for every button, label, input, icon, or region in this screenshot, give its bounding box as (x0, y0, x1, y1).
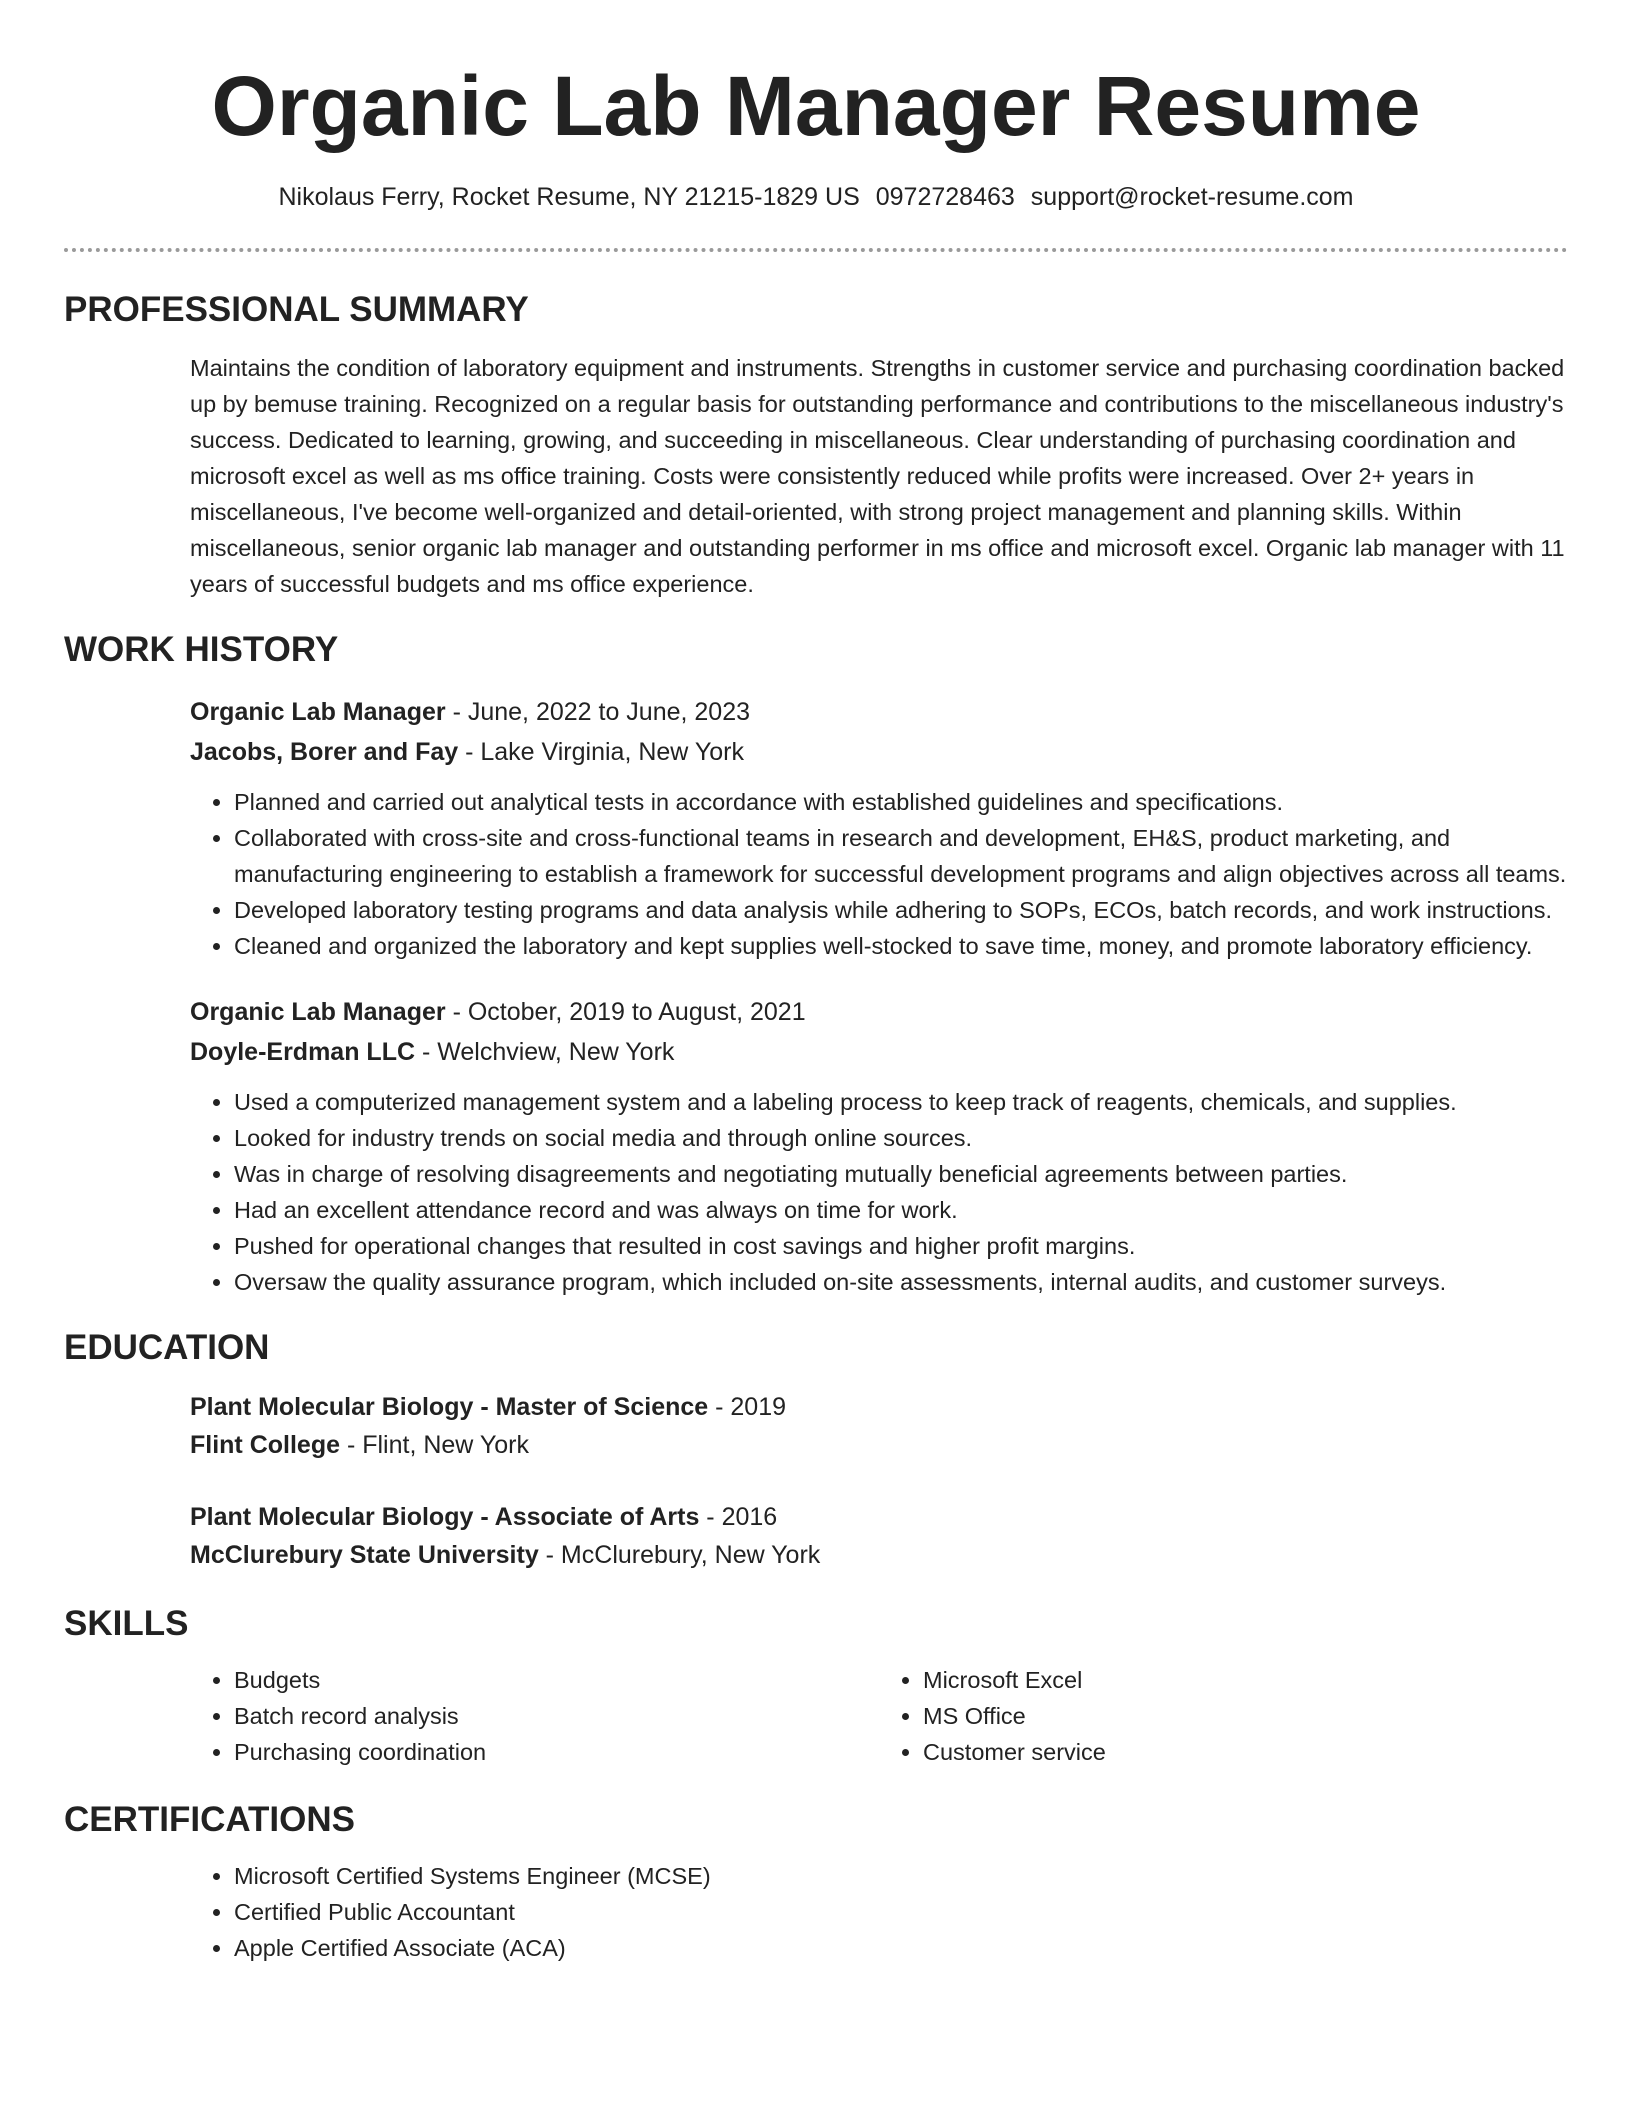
skill-item: • Customer service (923, 1734, 1568, 1770)
resume-page (64, 0, 1568, 1966)
resume-title: Organic Lab Manager Resume (211, 59, 1421, 153)
list-item: • Planned and carried out analytical tests in accordance with established guidelines and specifications. (234, 784, 1568, 820)
skill-item: • Microsoft Excel (923, 1662, 1568, 1698)
job-company: Jacobs, Borer and Fay (190, 738, 459, 766)
summary-text: Maintains the condition of laboratory equipment and instruments. Strengths in customer service and purchasing coordination backed up by bemuse training. Recognized on a regular basis for outstanding performance and contributions to the miscellaneous industry's success. Dedicated to learning, growing, and succeeding in miscellaneous. Clear understanding of purchasing coordination and microsoft excel as well as ms office training. Costs were consistently reduced while profits were increased. Over 2+ years in miscellaneous, I've become well-organized and detail-oriented, with strong project management and planning skills. Within miscellaneous, senior organic lab manager and outstanding performer in ms office and microsoft excel. Organic lab manager with 11 years of successful budgets and ms office experience. (190, 355, 1565, 597)
certification-item: • Microsoft Certified Systems Engineer (MCSE) (234, 1858, 1568, 1894)
degree-year: - 2019 (708, 1393, 787, 1421)
certification-item: • Apple Certified Associate (ACA) (234, 1930, 1568, 1966)
school-location: - Flint, New York (340, 1431, 529, 1459)
degree-name: Plant Molecular Biology - Associate of Arts (190, 1503, 700, 1531)
education-entry (190, 1498, 1568, 1574)
degree-line (190, 1388, 1568, 1426)
skills-list-left (190, 1662, 879, 1770)
job-title: Organic Lab Manager (190, 998, 446, 1026)
work-section (64, 628, 1568, 1300)
list-item: • Developed laboratory testing programs and data analysis while adhering to SOPs, ECOs, batch records, and work instructions. (234, 892, 1568, 928)
skills-section (64, 1602, 1568, 1770)
job-dates: - June, 2022 to June, 2023 (445, 698, 751, 726)
skills-heading: SKILLS (64, 1604, 189, 1643)
degree-name: Plant Molecular Biology - Master of Science (190, 1393, 709, 1421)
list-item: • Oversaw the quality assurance program, which included on-site assessments, internal audits, and customer surveys. (234, 1264, 1568, 1300)
job-company: Doyle-Erdman LLC (190, 1038, 416, 1066)
job-entry (190, 992, 1568, 1300)
job-dates: - October, 2019 to August, 2021 (445, 998, 806, 1026)
job-title-line (190, 992, 1568, 1032)
list-item: • Looked for industry trends on social media and through online sources. (234, 1120, 1568, 1156)
summary-heading: PROFESSIONAL SUMMARY (64, 290, 529, 329)
certifications-section (64, 1798, 1568, 1966)
school-line (190, 1426, 1568, 1464)
contact-phone: 0972728463 (875, 183, 1015, 211)
school-line (190, 1536, 1568, 1574)
job-entry (190, 692, 1568, 964)
list-item: • Cleaned and organized the laboratory and kept supplies well-stocked to save time, money, and promote laboratory efficiency. (234, 928, 1568, 964)
job-location: - Lake Virginia, New York (458, 738, 744, 766)
list-item: • Was in charge of resolving disagreements and negotiating mutually beneficial agreements between parties. (234, 1156, 1568, 1192)
list-item: • Pushed for operational changes that resulted in cost savings and higher profit margins. (234, 1228, 1568, 1264)
header-divider (64, 248, 1568, 252)
skills-columns (190, 1662, 1568, 1770)
degree-line (190, 1498, 1568, 1536)
certifications-heading: CERTIFICATIONS (64, 1800, 356, 1839)
list-item: • Used a computerized management system and a labeling process to keep track of reagents, chemicals, and supplies. (234, 1084, 1568, 1120)
list-item: • Collaborated with cross-site and cross-functional teams in research and development, EH&S, product marketing, and manufacturing engineering to establish a framework for successful development programs and align objectives across all teams. (234, 820, 1568, 892)
summary-section (64, 288, 1568, 602)
list-item: • Had an excellent attendance record and was always on time for work. (234, 1192, 1568, 1228)
job-company-line (190, 732, 1568, 772)
school-location: - McClurebury, New York (538, 1541, 821, 1569)
skills-list-right (879, 1662, 1568, 1770)
certifications-list (190, 1858, 1568, 1966)
degree-year: - 2016 (699, 1503, 778, 1531)
contact-email: support@rocket-resume.com (1030, 183, 1354, 211)
job-title: Organic Lab Manager (190, 698, 446, 726)
job-company-line (190, 1032, 1568, 1072)
certifications-body (190, 1858, 1568, 1966)
skill-item: • Budgets (234, 1662, 879, 1698)
education-heading: EDUCATION (64, 1328, 270, 1367)
certification-item: • Certified Public Accountant (234, 1894, 1568, 1930)
skill-item: • MS Office (923, 1698, 1568, 1734)
job-bullets (190, 1084, 1568, 1300)
skill-item: • Purchasing coordination (234, 1734, 879, 1770)
contact-line (64, 180, 1568, 214)
skill-item: • Batch record analysis (234, 1698, 879, 1734)
education-entry (190, 1388, 1568, 1464)
contact-address: Nikolaus Ferry, Rocket Resume, NY 21215-1829 US (278, 183, 860, 211)
job-title-line (190, 692, 1568, 732)
summary-body (190, 350, 1568, 602)
education-section (64, 1326, 1568, 1574)
job-bullets (190, 784, 1568, 964)
school-name: McClurebury State University (190, 1541, 539, 1569)
school-name: Flint College (190, 1431, 340, 1459)
job-location: - Welchview, New York (415, 1038, 675, 1066)
work-heading: WORK HISTORY (64, 630, 339, 669)
